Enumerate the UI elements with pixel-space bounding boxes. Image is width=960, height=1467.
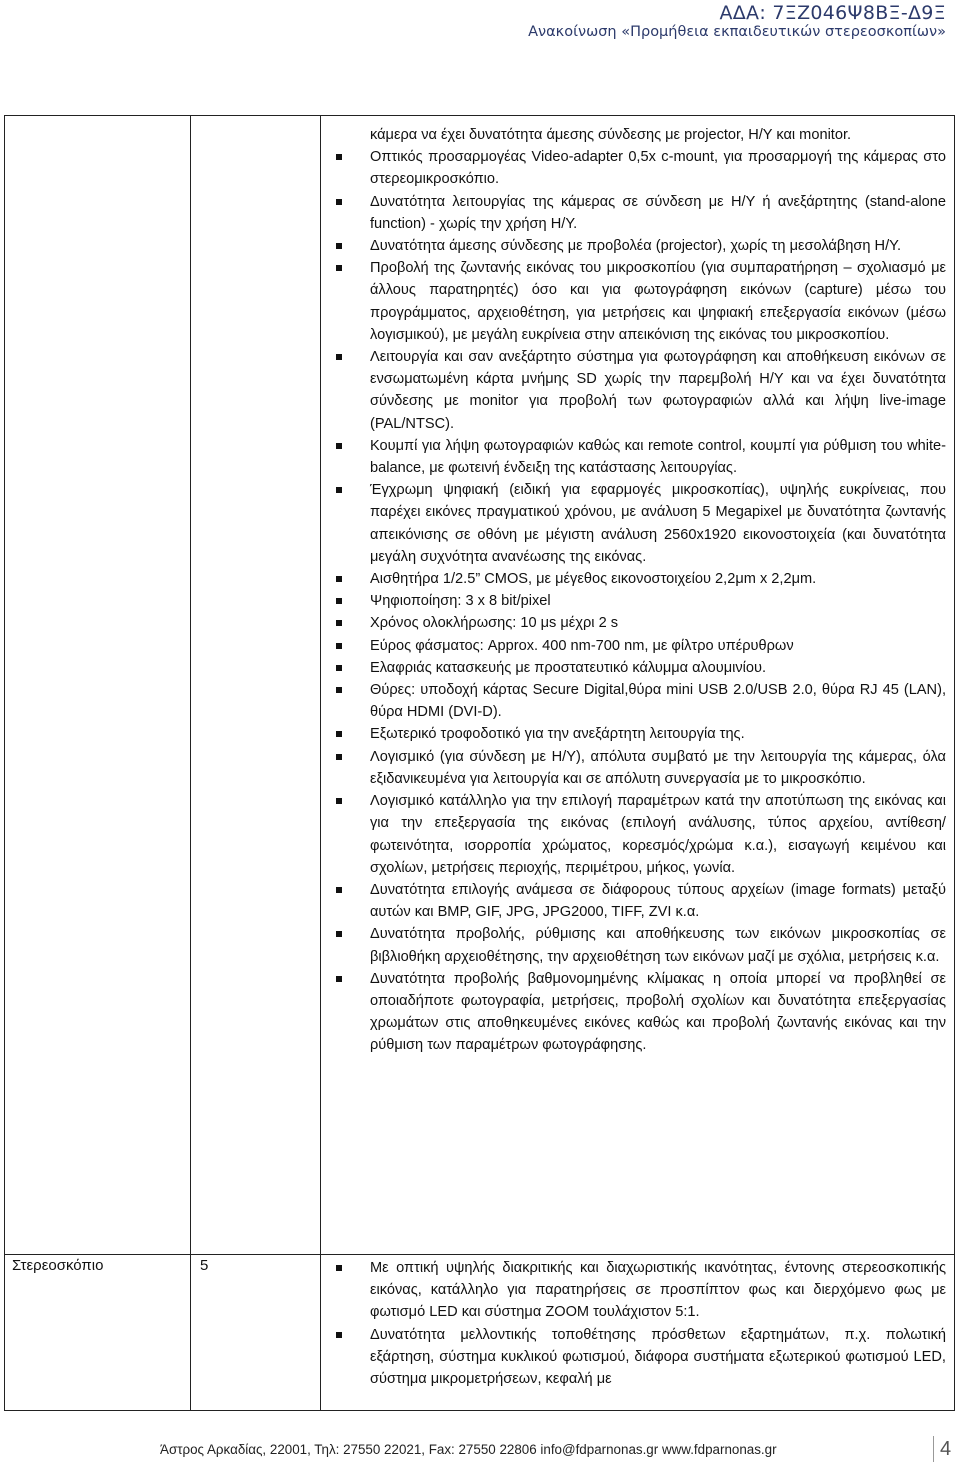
spec-item-text: Κουμπί για λήψη φωτογραφιών καθώς και remote control, κουμπί για ρύθμιση του white-balance, με φωτεινή ένδειξη της κατάστασης λειτουργίας. — [370, 437, 946, 477]
bullet-icon — [336, 976, 342, 982]
spec-item-text: Οπτικός προσαρμογέας Video-adapter 0,5x c-mount, για προσαρμογή της κάμερας στο στερεομικροσκόπιο. — [370, 149, 946, 188]
spec-item — [370, 679, 946, 723]
spec-item — [370, 723, 946, 745]
spec-item — [370, 191, 946, 235]
spec-item — [370, 923, 946, 967]
bullet-icon — [336, 887, 342, 893]
bullet-icon — [336, 754, 342, 760]
spec-item-text: Προβολή της ζωντανής εικόνας του μικροσκοπίου (για συμπαρατήρηση – σχολιασμό με άλλους παρατηρητές) όσο και για φωτογράφηση εικόνων (capture) μέσω του προγράμματος, αρχειοθέτηση, για μετρήσεις και ψηφιακή επεξεργασία εικόνων (μέσω λογισμικού), με μεγάλη ευκρίνεια στην απεικόνιση της εικόνας του μικροσκοπίου. — [370, 260, 946, 343]
announcement-subject: Ανακοίνωση «Προμήθεια εκπαιδευτικών στερεοσκοπίων» — [528, 24, 946, 40]
camera-spec-list — [370, 146, 946, 1056]
page-number: 4 — [940, 1438, 952, 1460]
item-quantity: 5 — [200, 1257, 209, 1274]
spec-item — [370, 746, 946, 790]
spec-item — [370, 879, 946, 923]
spec-item — [370, 968, 946, 1057]
spec-item — [370, 657, 946, 679]
spec-item-text: Με οπτική υψηλής διακριτικής και διαχωριστικής ικανότητας, έντονης στερεοσκοπικής εικόνας, κατάλληλο για παρατηρήσεις σε προσπίπτον φως και διερχόμενο φως με φωτισμό LED και σύστημα ZOOM τουλάχιστον 5:1. — [370, 1260, 946, 1321]
spec-item-text: Ελαφριάς κατασκευής με προστατευτικό κάλυμμα αλουμινίου. — [370, 659, 767, 676]
spec-item-text: Λογισμικό (για σύνδεση με Η/Υ), απόλυτα συμβατό με την λειτουργία της κάμερας, όλα εξιδανικευμένα για λειτουργία και σε απόλυτη συνεργασία με το μικροσκόπιο. — [370, 748, 946, 787]
spec-item — [370, 568, 946, 590]
spec-item-text: Αισθητήρα 1/2.5” CMOS, με μέγεθος εικονοστοιχείου 2,2μm x 2,2μm. — [370, 571, 817, 588]
spec-cell-stereoscope — [370, 1257, 946, 1390]
bullet-icon — [336, 665, 342, 671]
bullet-icon — [336, 731, 342, 737]
bullet-icon — [336, 199, 342, 205]
bullet-icon — [336, 931, 342, 937]
item-name: Στερεοσκόπιο — [12, 1257, 104, 1274]
bullet-icon — [336, 643, 342, 649]
ada-code: ΑΔΑ: 7ΞΖ046Ψ8ΒΞ-Δ9Ξ — [719, 2, 946, 24]
bullet-icon — [336, 620, 342, 626]
page-number-divider — [933, 1436, 934, 1462]
bullet-icon — [336, 354, 342, 360]
spec-item-text: Δυνατότητα προβολής βαθμονομημένης κλίμακας η οποία μπορεί να προβληθεί σε οποιαδήποτε φωτογραφία, μετρήσεις, προβολή σχολίων και δυνατότητα επεξεργασίας χρωμάτων στις αποθηκευμένες εικόνες καθώς και προβολή ζωντανής εικόνας και την ρύθμιση των παραμέτρων φωτογράφησης. — [370, 970, 946, 1054]
bullet-icon — [336, 443, 342, 449]
spec-item — [370, 635, 946, 657]
spec-item-text: Δυνατότητα προβολής, ρύθμισης και αποθήκευσης των εικόνων μικροσκοπίας σε βιβλιοθήκη αρχειοθέτησης, την αρχειοθέτηση των εικόνων μαζί με σχόλια, μετρήσεις κ.α. — [370, 926, 946, 965]
spec-cell-camera — [370, 124, 946, 1057]
spec-item — [370, 612, 946, 634]
spec-item-text: Λογισμικό κατάλληλο για την επιλογή παραμέτρων κατά την αποτύπωση της εικόνας και για την επεξεργασία της εικόνας (επιλογή ανάλυσης, τύπος αρχείου, αντίθεση/φωτεινότητα, ισορροπία χρώματος, κορεσμός/χρώμα κ.α.), εισαγωγή κειμένου και σχολίων, μετρήσεις περιοχής, περιμέτρου, μήκος, γωνία. — [370, 793, 946, 876]
spec-item-text: Θύρες: υποδοχή κάρτας Secure Digital,θύρα mini USB 2.0/USB 2.0, θύρα RJ 45 (LAN), θύρα HDMI (DVI-D). — [370, 682, 946, 721]
spec-item-text: Δυνατότητα λειτουργίας της κάμερας σε σύνδεση με Η/Υ ή ανεξάρτητης (stand-alone function) - χωρίς την χρήση Η/Υ. — [370, 193, 946, 232]
spec-item — [370, 790, 946, 879]
spec-item — [370, 479, 946, 568]
bullet-icon — [336, 598, 342, 604]
column-divider-2 — [320, 115, 321, 1411]
spec-item-text: Λειτουργία και σαν ανεξάρτητο σύστημα για φωτογράφηση και αποθήκευση εικόνων σε ενσωματωμένη κάρτα μνήμης SD χωρίς την παρεμβολή Η/Υ και να έχει δυνατότητα σύνδεσης με monitor για προβολή των φωτογραφιών αλλά και λήψη live-image (PAL/NTSC). — [370, 349, 946, 432]
footer-contact: Άστρος Αρκαδίας, 22001, Τηλ: 27550 22021, Fax: 27550 22806 info@fdparnonas.gr www.fdparnonas.gr — [160, 1442, 777, 1457]
bullet-icon — [336, 576, 342, 582]
bullet-icon — [336, 1332, 342, 1338]
bullet-icon — [336, 487, 342, 493]
bullet-icon — [336, 687, 342, 693]
spec-item — [370, 1257, 946, 1324]
bullet-icon — [336, 798, 342, 804]
spec-item — [370, 346, 946, 435]
spec-item — [370, 257, 946, 346]
spec-item-text: Εύρος φάσματος: Approx. 400 nm-700 nm, με φίλτρο υπέρυθρων — [370, 637, 794, 654]
bullet-icon — [336, 243, 342, 249]
spec-item — [370, 146, 946, 190]
column-divider-1 — [190, 115, 191, 1411]
spec-item — [370, 590, 946, 612]
bullet-icon — [336, 154, 342, 160]
bullet-icon — [336, 265, 342, 271]
spec-item-text: Χρόνος ολοκλήρωσης: 10 μs μέχρι 2 s — [370, 615, 619, 632]
spec-item — [370, 235, 946, 257]
spec-item-text: Δυνατότητα άμεσης σύνδεσης με προβολέα (projector), χωρίς τη μεσολάβηση Η/Υ. — [370, 238, 902, 255]
stereoscope-spec-list — [370, 1257, 946, 1390]
spec-item — [370, 435, 946, 479]
spec-item-text: Δυνατότητα μελλοντικής τοποθέτησης πρόσθετων εξαρτημάτων, π.χ. πολωτική εξάρτηση, σύστημα κυκλικού φωτισμού, διάφορα συστήματα εξωτερικού φωτισμού LED, σύστημα μικρομετρήσεων, κεφαλή με — [370, 1326, 946, 1388]
spec-item-text: Δυνατότητα επιλογής ανάμεσα σε διάφορους τύπους αρχείων (image formats) μεταξύ αυτών και BMP, GIF, JPG, JPG2000, TIFF, ZVI κ.α. — [370, 881, 946, 921]
row-divider — [4, 1254, 955, 1255]
spec-item-text: Έγχρωμη ψηφιακή (ειδική για εφαρμογές μικροσκοπίας), υψηλής ευκρίνειας, που παρέχει εικόνες πραγματικού χρόνου, με ανάλυση 5 Megapixel με δυνατότητα ζωντανής απεικόνισης σε οθόνη με μέγιστη ανάλυση 2560x1920 εικονοστοιχεία (και δυνατότητα μεγάλη συχνότητα ανανέωσης της εικόνας. — [370, 482, 946, 565]
spec-item — [370, 1324, 946, 1391]
bullet-icon — [336, 1265, 342, 1271]
continued-text: κάμερα να έχει δυνατότητα άμεσης σύνδεσης με projector, H/Y και monitor. — [370, 127, 852, 143]
spec-item-text: Ψηφιοποίηση: 3 x 8 bit/pixel — [370, 593, 551, 610]
spec-item-text: Εξωτερικό τροφοδοτικό για την ανεξάρτητη λειτουργία της. — [370, 726, 745, 743]
